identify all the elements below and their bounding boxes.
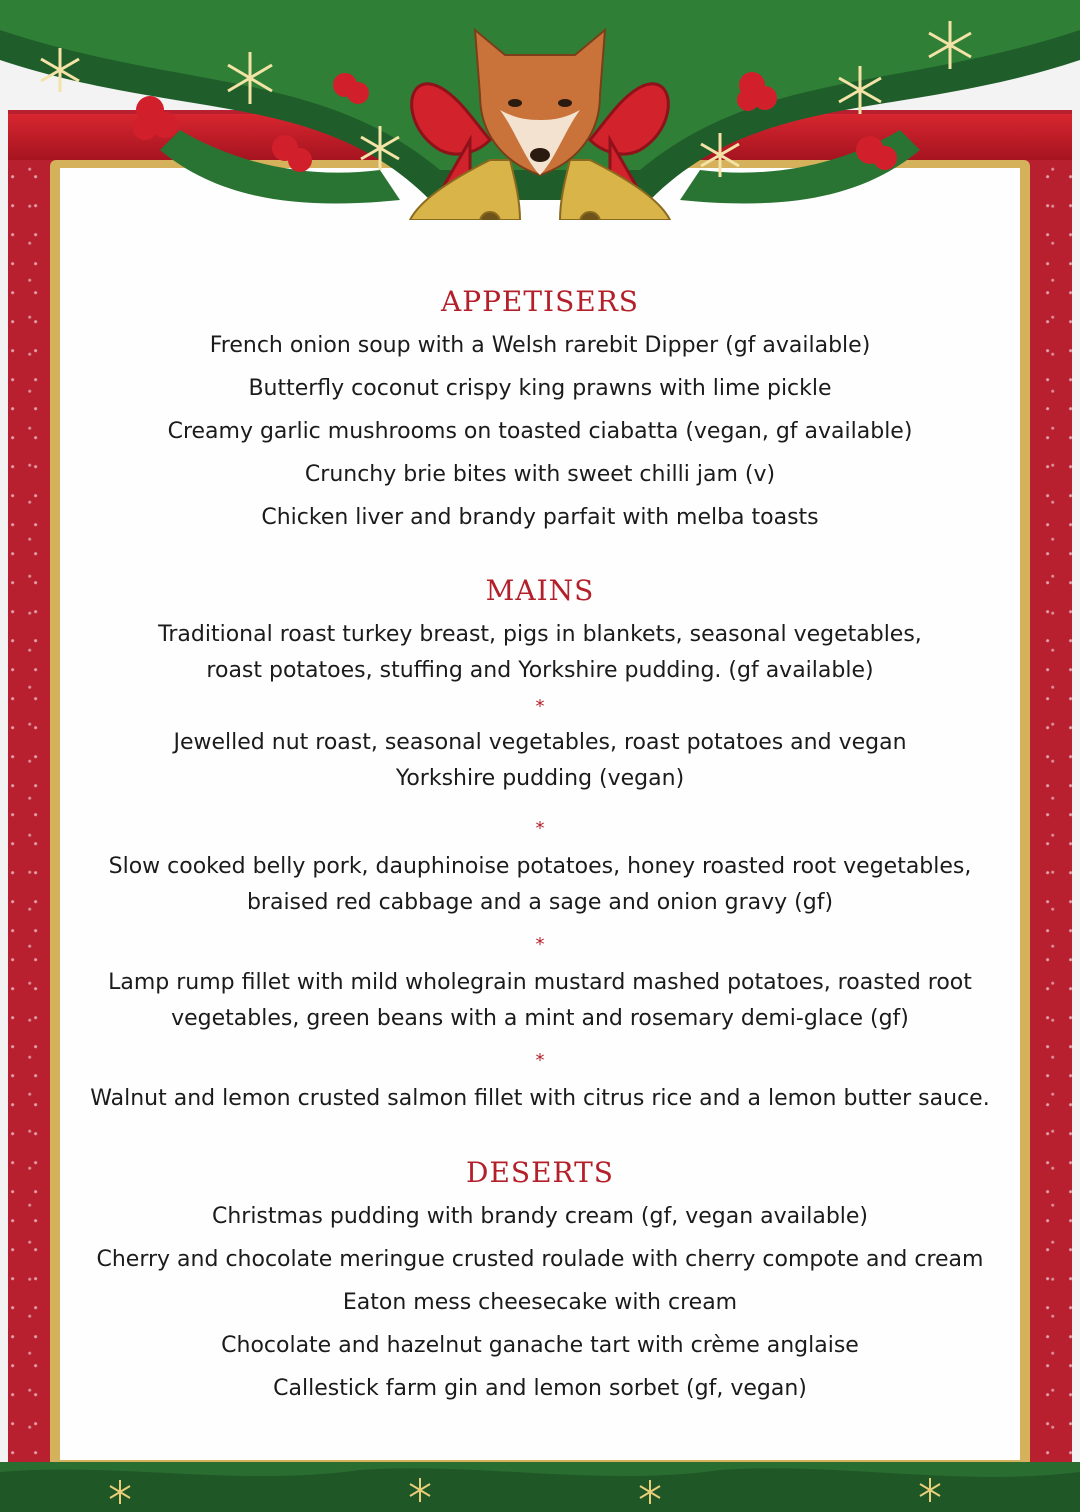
section-heading-appetisers: APPETISERS	[441, 285, 639, 318]
list-item: Chocolate and hazelnut ganache tart with crème anglaise	[221, 1333, 859, 1358]
separator-star: *	[535, 696, 545, 717]
mains-list	[60, 617, 1020, 1117]
section-heading-deserts: DESERTS	[466, 1156, 614, 1189]
list-item: Chicken liver and brandy parfait with melba toasts	[261, 505, 819, 530]
list-item: French onion soup with a Welsh rarebit Dipper (gf available)	[209, 333, 871, 358]
separator-star: *	[535, 934, 545, 955]
main-line: Walnut and lemon crusted salmon fillet with citrus rice and a lemon butter sauce.	[90, 1086, 990, 1111]
main-line: Lamp rump fillet with mild wholegrain mustard mashed potatoes, roasted root	[108, 970, 972, 995]
main-line: Slow cooked belly pork, dauphinoise potatoes, honey roasted root vegetables,	[108, 854, 972, 879]
appetisers-list	[60, 328, 1020, 543]
list-item: Cherry and chocolate meringue crusted roulade with cherry compote and cream	[96, 1247, 984, 1272]
list-item	[60, 725, 1020, 797]
list-item: Eaton mess cheesecake with cream	[342, 1290, 738, 1315]
menu-content	[60, 280, 1020, 1414]
garland-decoration	[0, 0, 1080, 220]
main-line: Jewelled nut roast, seasonal vegetables, roast potatoes and vegan	[173, 730, 907, 755]
separator-star: *	[535, 818, 545, 839]
main-line: braised red cabbage and a sage and onion gravy (gf)	[246, 890, 834, 915]
separator-star: *	[535, 1050, 545, 1071]
list-item	[60, 849, 1020, 921]
list-item: Crunchy brie bites with sweet chilli jam (v)	[304, 462, 776, 487]
list-item	[60, 617, 1020, 689]
main-line: vegetables, green beans with a mint and rosemary demi-glace (gf)	[171, 1006, 909, 1031]
main-line: roast potatoes, stuffing and Yorkshire pudding. (gf available)	[206, 658, 874, 683]
bottom-garland-decoration	[0, 1462, 1080, 1512]
list-item: Butterfly coconut crispy king prawns with lime pickle	[248, 376, 832, 401]
main-line: Traditional roast turkey breast, pigs in blankets, seasonal vegetables,	[158, 622, 922, 647]
list-item: Callestick farm gin and lemon sorbet (gf, vegan)	[273, 1376, 807, 1401]
main-line: Yorkshire pudding (vegan)	[395, 766, 685, 791]
list-item: Creamy garlic mushrooms on toasted ciabatta (vegan, gf available)	[167, 419, 913, 444]
list-item	[60, 965, 1020, 1037]
deserts-list	[60, 1199, 1020, 1414]
list-item	[60, 1081, 1020, 1117]
section-heading-mains: MAINS	[485, 574, 595, 607]
list-item: Christmas pudding with brandy cream (gf, vegan available)	[211, 1204, 869, 1229]
